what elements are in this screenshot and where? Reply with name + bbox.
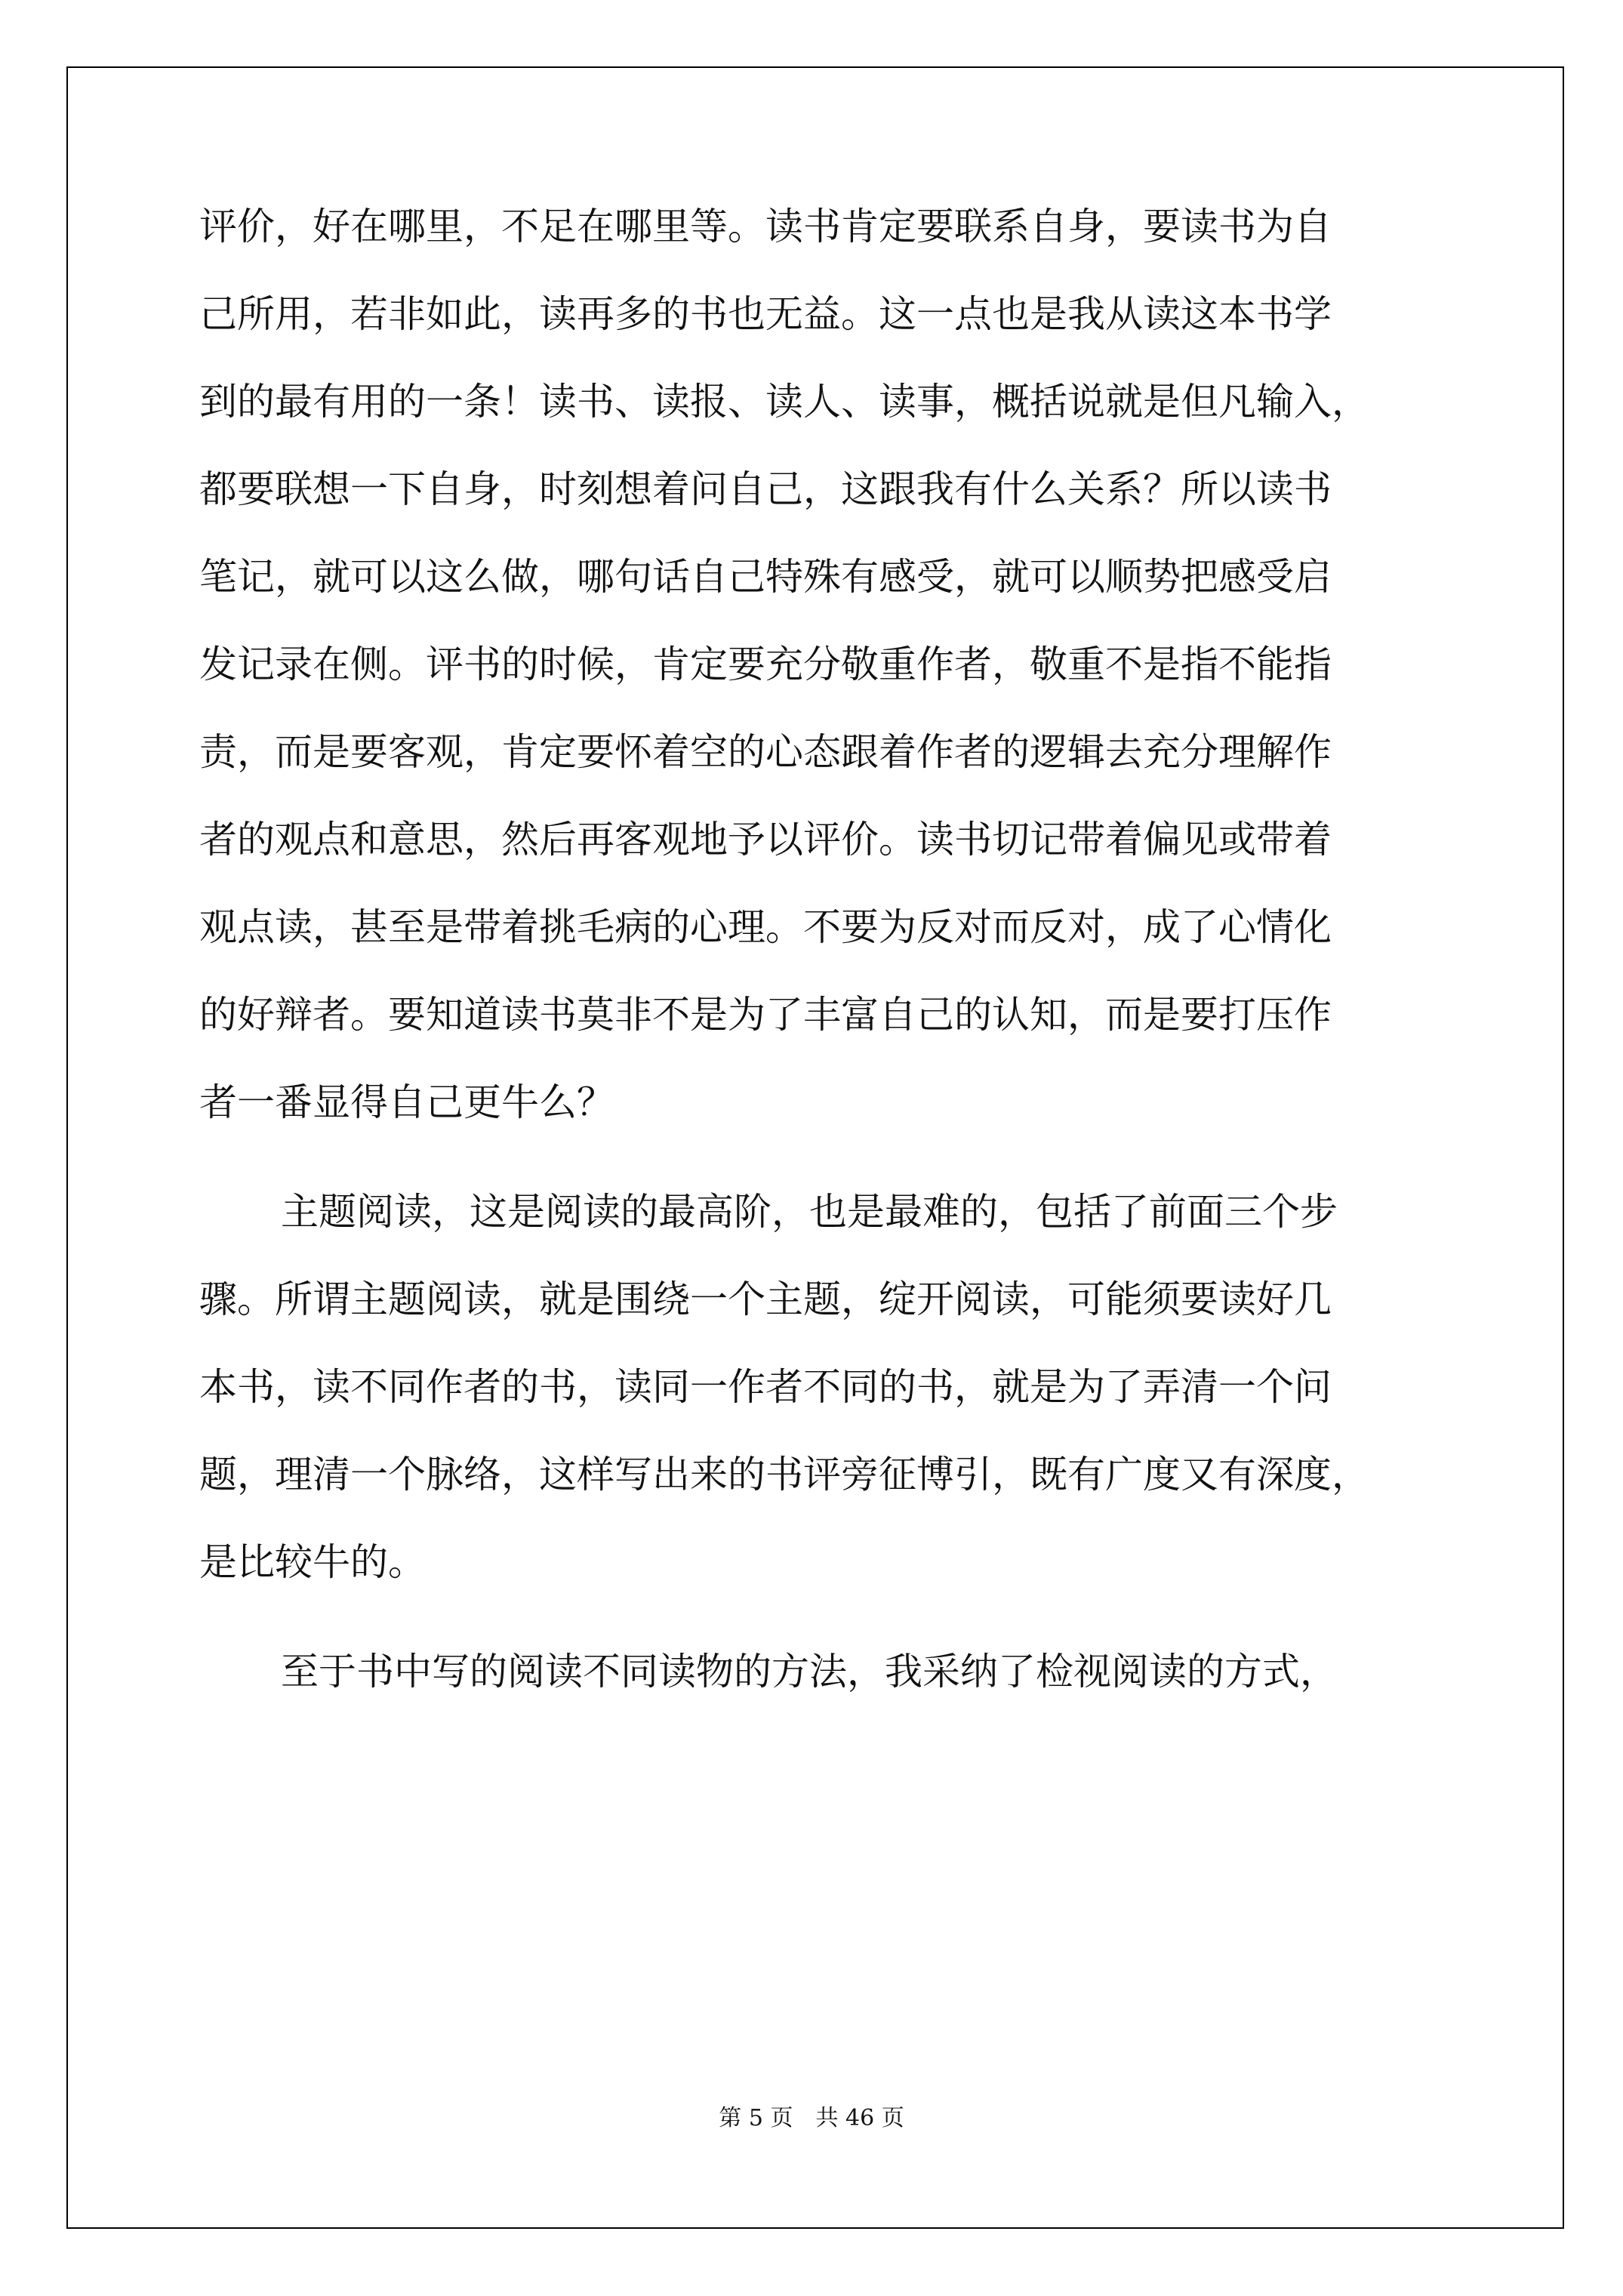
text-line: 己所用，若非如此，读再多的书也无益。这一点也是我从读这本书学 xyxy=(199,292,1332,336)
text-line: 本书，读不同作者的书，读同一作者不同的书，就是为了弄清一个问 xyxy=(199,1365,1332,1409)
text-line: 发记录在侧。评书的时候，肯定要充分敬重作者，敬重不是指不能指 xyxy=(199,643,1332,686)
text-line: 评价，好在哪里，不足在哪里等。读书肯定要联系自身，要读书为自 xyxy=(199,205,1332,248)
page-number-footer: 第 5 页 共 46 页 xyxy=(719,2105,904,2131)
text-line: 者一番显得自己更牛么？ xyxy=(199,1080,614,1124)
text-line: 责，而是要客观，肯定要怀着空的心态跟着作者的逻辑去充分理解作 xyxy=(199,730,1332,774)
text-line: 到的最有用的一条！读书、读报、读人、读事，概括说就是但凡输入， xyxy=(199,380,1369,424)
paragraph-first-line: 主题阅读，这是阅读的最高阶，也是最难的，包括了前面三个步 xyxy=(281,1190,1338,1234)
text-line: 观点读，甚至是带着挑毛病的心理。不要为反对而反对，成了心情化 xyxy=(199,905,1332,949)
text-line: 题，理清一个脉络，这样写出来的书评旁征博引，既有广度又有深度， xyxy=(199,1453,1369,1496)
text-line: 的好辩者。要知道读书莫非不是为了丰富自己的认知，而是要打压作 xyxy=(199,993,1332,1037)
text-line: 骤。所谓主题阅读，就是围绕一个主题，绽开阅读，可能须要读好几 xyxy=(199,1277,1332,1321)
text-line: 者的观点和意思，然后再客观地予以评价。读书切记带着偏见或带着 xyxy=(199,818,1332,861)
text-line: 是比较牛的。 xyxy=(199,1540,426,1584)
paragraph-first-line: 至于书中写的阅读不同读物的方法，我采纳了检视阅读的方式， xyxy=(281,1650,1338,1693)
text-line: 都要联想一下自身，时刻想着问自己，这跟我有什么关系？所以读书 xyxy=(199,467,1332,511)
text-line: 笔记，就可以这么做，哪句话自己特殊有感受，就可以顺势把感受启 xyxy=(199,555,1332,599)
